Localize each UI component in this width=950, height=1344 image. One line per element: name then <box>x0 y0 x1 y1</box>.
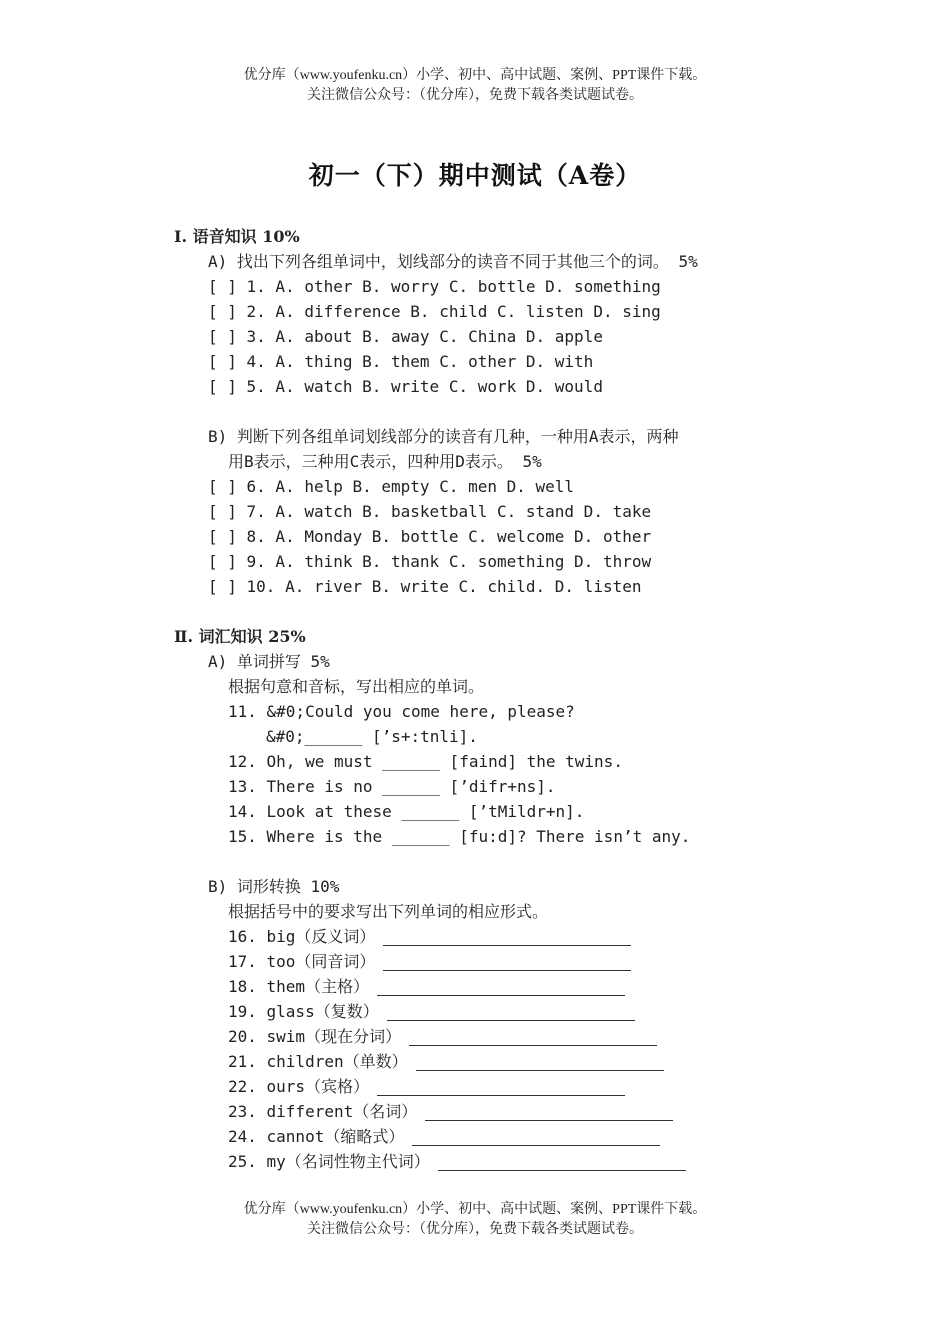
question-item: [ ] 2. A. difference B. child C. listen D. sing <box>208 302 661 321</box>
page-header <box>0 66 950 106</box>
page-footer <box>0 1200 950 1240</box>
answer-blank[interactable] <box>416 1053 664 1071</box>
word-form-prompt: 23. different（名词） <box>228 1102 418 1121</box>
word-form-item <box>174 949 894 974</box>
word-form-item <box>174 1099 894 1124</box>
question-item: [ ] 7. A. watch B. basketball C. stand D. take <box>208 502 652 521</box>
footer-line-2: 关注微信公众号：（优分库），免费下载各类试题试卷。 <box>307 1222 643 1237</box>
word-form-item <box>174 1124 894 1149</box>
word-form-prompt: 25. my（名词性物主代词） <box>228 1152 430 1171</box>
question-item: 15. Where is the ______ [fu:d]? There isn’t any. <box>228 827 691 846</box>
question-item: [ ] 4. A. thing B. them C. other D. with <box>208 352 594 371</box>
exam-content <box>174 224 894 1174</box>
footer-line-1: 优分库（www.youfenku.cn）小学、初中、高中试题、案例、PPT课件下载。 <box>243 1202 707 1217</box>
section-2b-instruction: B) 词形转换 10% <box>208 877 340 896</box>
question-item: [ ] 9. A. think B. thank C. something D. throw <box>208 552 652 571</box>
question-item: [ ] 1. A. other B. worry C. bottle D. something <box>208 277 661 296</box>
section-1-heading: Ⅰ. 语音知识 10% <box>174 227 300 246</box>
answer-blank[interactable] <box>438 1153 686 1171</box>
header-line-1: 优分库（www.youfenku.cn）小学、初中、高中试题、案例、PPT课件下载。 <box>243 68 707 83</box>
question-item: 11. &#0;Could you come here, please? <box>228 702 575 721</box>
question-item: 14. Look at these ______ [’tMildr+n]. <box>228 802 585 821</box>
page-title: 初一（下）期中测试（A卷） <box>308 161 642 190</box>
word-form-item <box>174 924 894 949</box>
question-item: [ ] 8. A. Monday B. bottle C. welcome D. other <box>208 527 652 546</box>
word-form-item <box>174 1149 894 1174</box>
question-item: [ ] 5. A. watch B. write C. work D. would <box>208 377 603 396</box>
answer-blank[interactable] <box>387 1003 635 1021</box>
answer-blank[interactable] <box>409 1028 657 1046</box>
section-2a-instruction: A) 单词拼写 5% <box>208 652 330 671</box>
section-2b-sub-instruction: 根据括号中的要求写出下列单词的相应形式。 <box>228 902 549 921</box>
section-1b-instruction-2: 用B表示，三种用C表示，四种用D表示。 5% <box>228 452 542 471</box>
section-2-heading: Ⅱ. 词汇知识 25% <box>174 627 306 646</box>
question-item-continuation: &#0;______ [’s+:tnli]. <box>266 727 478 746</box>
word-form-item <box>174 1024 894 1049</box>
word-form-prompt: 17. too（同音词） <box>228 952 376 971</box>
word-form-item <box>174 974 894 999</box>
question-item: [ ] 6. A. help B. empty C. men D. well <box>208 477 575 496</box>
word-form-item <box>174 1074 894 1099</box>
word-form-prompt: 22. ours（宾格） <box>228 1077 370 1096</box>
answer-blank[interactable] <box>377 1078 625 1096</box>
section-1a-instruction: A) 找出下列各组单词中，划线部分的读音不同于其他三个的词。 5% <box>208 252 698 271</box>
header-line-2: 关注微信公众号：（优分库），免费下载各类试题试卷。 <box>307 88 643 103</box>
section-2a-sub-instruction: 根据句意和音标，写出相应的单词。 <box>228 677 485 696</box>
word-form-item <box>174 1049 894 1074</box>
section-1b-instruction-1: B) 判断下列各组单词划线部分的读音有几种，一种用A表示，两种 <box>208 427 679 446</box>
word-form-prompt: 16. big（反义词） <box>228 927 376 946</box>
word-form-prompt: 18. them（主格） <box>228 977 370 996</box>
answer-blank[interactable] <box>412 1128 660 1146</box>
word-form-prompt: 20. swim（现在分词） <box>228 1027 402 1046</box>
answer-blank[interactable] <box>383 928 631 946</box>
question-item: [ ] 3. A. about B. away C. China D. apple <box>208 327 603 346</box>
word-form-item <box>174 999 894 1024</box>
question-item: 12. Oh, we must ______ [faind] the twins. <box>228 752 623 771</box>
answer-blank[interactable] <box>383 953 631 971</box>
word-form-prompt: 21. children（单数） <box>228 1052 408 1071</box>
answer-blank[interactable] <box>425 1103 673 1121</box>
answer-blank[interactable] <box>377 978 625 996</box>
word-form-prompt: 19. glass（复数） <box>228 1002 379 1021</box>
question-item: [ ] 10. A. river B. write C. child. D. listen <box>208 577 642 596</box>
question-item: 13. There is no ______ [’difr+ns]. <box>228 777 556 796</box>
word-form-prompt: 24. cannot（缩略式） <box>228 1127 405 1146</box>
